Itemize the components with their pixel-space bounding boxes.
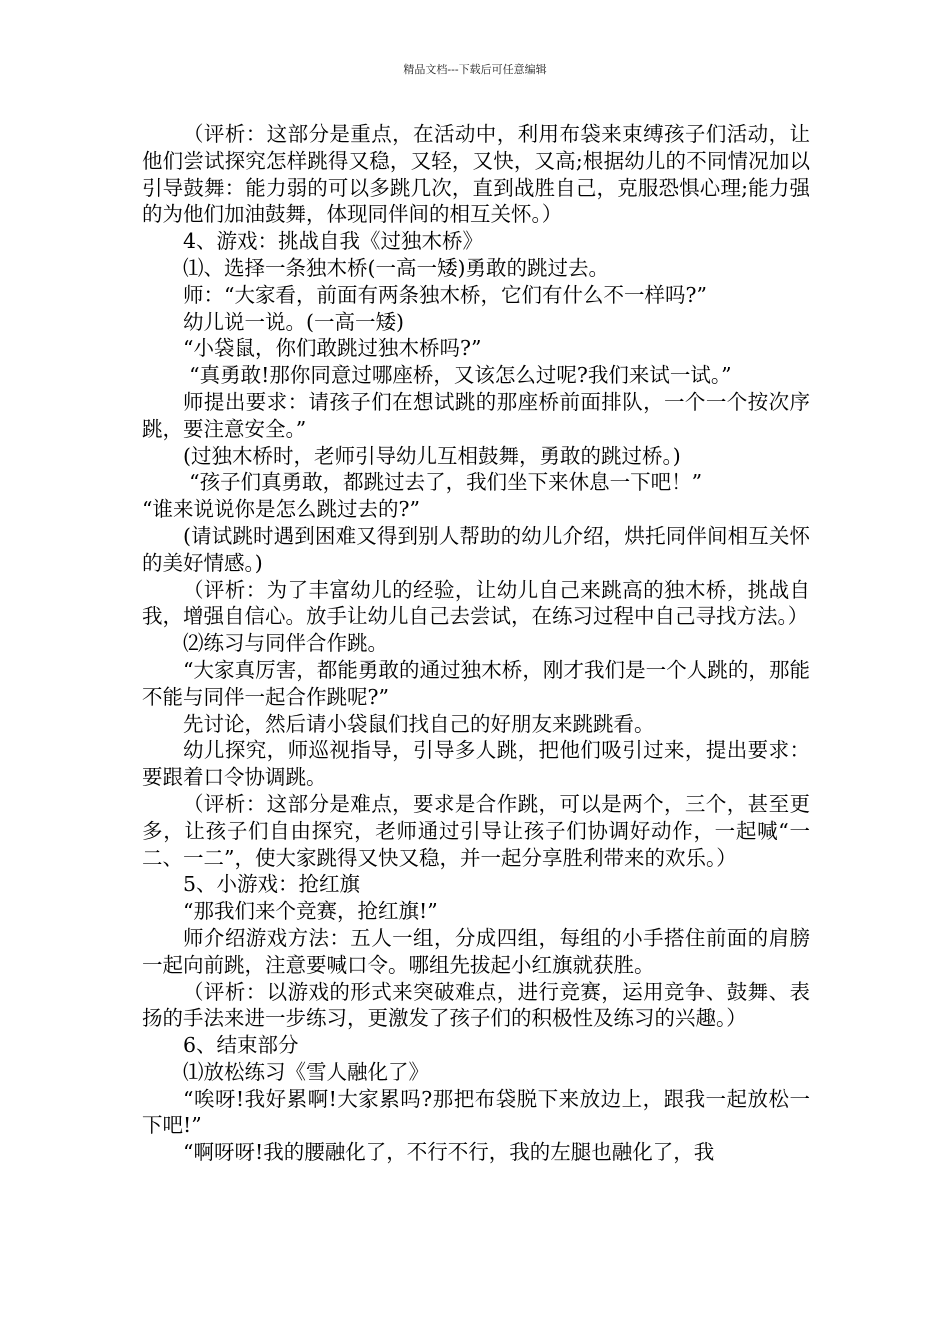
paragraph-analysis-1: （评析：这部分是重点，在活动中，利用布袋来束缚孩子们活动，让他们尝试探究怎样跳得又稳，又轻，又快，又高;根据幼儿的不同情况加以引导鼓舞：能力弱的可以多跳几次，直到战胜自己，克服恐惧心理;能力强的为他们加油鼓舞，体现同伴间的相互关怀。） — [142, 122, 810, 227]
paragraph: 师介绍游戏方法：五人一组，分成四组，每组的小手搭住前面的肩膀一起向前跳，注意要喊口令。哪组先拔起小红旗就获胜。 — [142, 925, 810, 977]
paragraph: “大家真厉害，都能勇敢的通过独木桥，刚才我们是一个人跳的，那能不能与同伴一起合作跳呢?” — [142, 657, 810, 709]
paragraph: 幼儿探究，师巡视指导，引导多人跳，把他们吸引过来，提出要求：要跟着口令协调跳。 — [142, 738, 810, 790]
section-heading-5: 5、小游戏：抢红旗 — [183, 872, 361, 897]
paragraph: “唉呀!我好累啊!大家累吗?那把布袋脱下来放边上，跟我一起放松一下吧!” — [142, 1086, 810, 1138]
paragraph: ⑴放松练习《雪人融化了》 — [183, 1059, 429, 1084]
paragraph-analysis-4: （评析：以游戏的形式来突破难点，进行竞赛，运用竞争、鼓舞、表扬的手法来进一步练习，更激发了孩子们的积极性及练习的兴趣。） — [142, 979, 810, 1031]
paragraph: “小袋鼠，你们敢跳过独木桥吗?” — [183, 336, 482, 361]
paragraph: “真勇敢!那你同意过哪座桥，又该怎么过呢?我们来试一试。” — [189, 363, 732, 388]
paragraph: 幼儿说一说。(一高一矮) — [183, 309, 404, 334]
paragraph: “谁来说说你是怎么跳过去的?” — [142, 497, 420, 522]
paragraph: “啊呀呀!我的腰融化了，不行不行，我的左腿也融化了，我 — [183, 1140, 715, 1165]
paragraph-analysis-2: （评析：为了丰富幼儿的经验，让幼儿自己来跳高的独木桥，挑战自我，增强自信心。放手让幼儿自己去尝试，在练习过程中自己寻找方法。） — [142, 577, 810, 629]
document-body — [142, 121, 810, 1166]
paragraph: 师：“大家看，前面有两条独木桥，它们有什么不一样吗?” — [183, 282, 707, 307]
paragraph: “孩子们真勇敢，都跳过去了，我们坐下来休息一下吧！” — [189, 470, 703, 495]
paragraph: ⑴、选择一条独木桥(一高一矮)勇敢的跳过去。 — [183, 255, 609, 280]
paragraph: 师提出要求：请孩子们在想试跳的那座桥前面排队，一个一个按次序跳，要注意安全。” — [142, 389, 810, 441]
paragraph: “那我们来个竞赛，抢红旗!” — [183, 899, 438, 924]
section-heading-4: 4、游戏：挑战自我《过独木桥》 — [183, 229, 484, 254]
paragraph: ⑵练习与同伴合作跳。 — [183, 631, 388, 656]
paragraph: (过独木桥时，老师引导幼儿互相鼓舞，勇敢的跳过桥。) — [183, 443, 681, 468]
paragraph: (请试跳时遇到困难又得到别人帮助的幼儿介绍，烘托同伴间相互关怀的美好情感。) — [142, 523, 810, 575]
page-header: 精品文档---下载后可任意编辑 — [403, 63, 547, 76]
paragraph: 先讨论，然后请小袋鼠们找自己的好朋友来跳跳看。 — [183, 711, 655, 736]
paragraph-analysis-3: （评析：这部分是难点，要求是合作跳，可以是两个，三个，甚至更多，让孩子们自由探究，老师通过引导让孩子们协调好动作，一起喊“一二、一二”，使大家跳得又快又稳，并一起分享胜利带来的欢乐。） — [142, 791, 810, 870]
section-heading-6: 6、结束部分 — [183, 1033, 299, 1058]
